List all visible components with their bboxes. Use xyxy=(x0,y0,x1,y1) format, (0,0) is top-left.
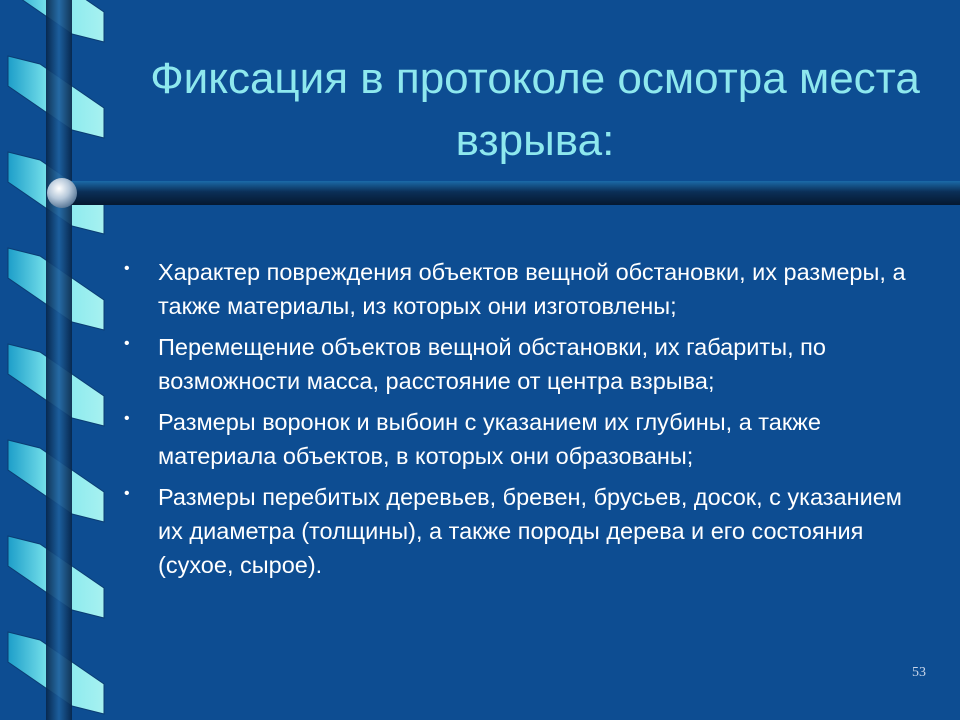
bullet-item xyxy=(118,480,928,582)
bullet-text: Характер повреждения объектов вещной обстановки, их размеры, а также материалы, из которых они изготовлены; xyxy=(158,259,906,319)
bullet-text: Размеры воронок и выбоин с указанием их глубины, а также материала объектов, в которых они образованы; xyxy=(158,409,821,469)
bullet-item xyxy=(118,330,928,398)
twisted-ribbon-decoration xyxy=(0,0,110,720)
bullet-item xyxy=(118,405,928,473)
title-divider-bar xyxy=(44,176,960,210)
slide-title: Фиксация в протоколе осмотра места взрыва: xyxy=(150,54,920,165)
bullet-list xyxy=(118,255,928,589)
page-number: 53 xyxy=(912,665,926,680)
divider-knob-icon xyxy=(47,178,77,208)
bullet-icon: • xyxy=(124,485,130,502)
bullet-text: Перемещение объектов вещной обстановки, их габариты, по возможности масса, расстояние от центра взрыва; xyxy=(158,334,826,394)
bullet-text: Размеры перебитых деревьев, бревен, брусьев, досок, с указанием их диаметра (толщины), а также породы дерева и его состояния (сухое, сырое). xyxy=(158,484,902,578)
bullet-icon: • xyxy=(124,335,130,352)
bullet-item xyxy=(118,255,928,323)
bullet-icon: • xyxy=(124,260,130,277)
bullet-icon: • xyxy=(124,410,130,427)
